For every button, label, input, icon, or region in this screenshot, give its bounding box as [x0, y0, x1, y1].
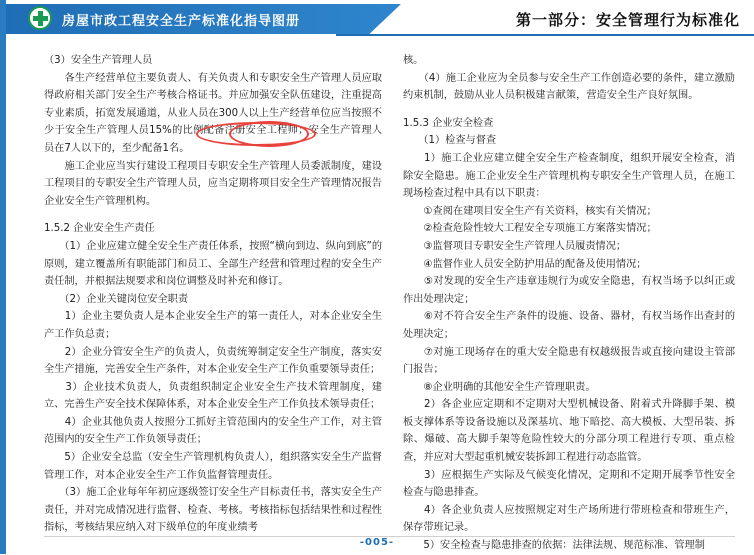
paragraph: 施工企业应当实行建设工程项目专职安全生产管理人员委派制度，建设工程项目的专职安全生产管理人员，应当定期将项目安全生产管理情况报告企业安全生产管理机构。 — [44, 160, 383, 207]
paragraph: （4）施工企业应为全员参与安全生产工作创造必要的条件，建立激励约束机制，鼓励从业人员积极建言献策，营造安全生产良好氛围。 — [403, 72, 735, 102]
paragraph: 各生产经营单位主要负责人、有关负责人和专职安全生产管理人员应取得政府相关部门安全生产考核合格证书。并应加强安全队伍建设，注重提高专业素质，拓宽发展通道，从业人员在300人以上生产经营单位应当按照不少于安全生产管理人员15%的比例配备注 册安全工程师 ；安全生产管理人员在7人以下的，至少配备1名。 — [44, 72, 383, 154]
highlight-register-a: 配备注 — [204, 125, 236, 136]
paragraph: 4）企业其他负责人按照分工抓好主管范围内的安全生产工作，对主管范围内的安全生产工作负领导责任； — [44, 416, 383, 446]
list-item: ②检查危险性较大工程安全专项施工方案落实情况； — [423, 223, 657, 235]
list-item: ⑥对不符合安全生产条件的设施、设备、器材，有权当场作出查封的处理决定； — [403, 311, 736, 340]
paragraph: 1）企业主要负责人是本企业安全生产的第一责任人，对本企业安全生产工作负总责； — [44, 311, 383, 340]
paragraph: 5）安全检查与隐患排查的依据：法律法规、规范标准、管理制 — [423, 540, 705, 552]
page-number: -005- — [359, 537, 395, 548]
list-item: ①查阅在建项目安全生产有关资料，核实有关情况； — [423, 205, 657, 217]
right-column — [403, 52, 735, 555]
page-header — [6, 0, 754, 38]
list-item: ⑦对施工现场存在的重大安全隐患有权越级报告或直接向建设主管部门报告； — [403, 346, 736, 376]
paragraph: 核。 — [403, 55, 424, 66]
left-column — [44, 52, 382, 537]
section-title: 第一部分：安全管理行为标准化 — [515, 11, 740, 29]
paragraph: （1）企业应建立健全安全生产责任体系，按照“横向到边、纵向到底”的原则，建立覆盖所有职能部门和员工、全部生产经营和管理过程的安全生产责任制，并根据法规要求和岗位调整及时补充和修订。 — [44, 240, 383, 288]
list-item: ⑤对发现的安全生产违章违规行为或安全隐患，有权当场予以纠正或作出处理决定； — [403, 276, 736, 305]
safety-cross-icon — [28, 6, 52, 30]
section-heading-1-5-3: 1.5.3 企业安全检查 — [403, 117, 494, 129]
paragraph: 5）企业安全总监（安全生产管理机构负责人），组织落实安全生产监督管理工作，对本企业安全生产工作负监督管理责任。 — [44, 452, 382, 481]
list-item: ③监督项目专职安全生产管理人员履责情况； — [423, 240, 627, 252]
paragraph: 4）各企业负责人应按照规定对生产场所进行带班检查和带班生产，保存带班记录。 — [403, 504, 736, 534]
paragraph: （1）检查与督查 — [423, 135, 497, 147]
paragraph: 2）各企业应定期和不定期对大型机械设备、附着式升降脚手架、模板支撑体系等设备设施以及深基坑、地下暗挖、高大模板、大型吊装、拆除、爆破、高大脚手架等危险性较大的分部分项工程进行专项、重点检查，并应对大型起重机械安装拆卸工程进行动态监管。 — [403, 399, 736, 464]
paragraph: 3）企业技术负责人，负责组织制定企业安全生产技术管理制度，建立、完善生产安全技术保障体系，对本企业安全生产工作负技术领导责任； — [44, 381, 382, 411]
paragraph: （3）施工企业每年年初应逐级签订安全生产目标责任书，落实安全生产责任，并对完成情况进行监督、检查、考核。考核指标包括结果性和过程性指标，考核结果应纳入对下级单位的年度业绩考 — [44, 487, 382, 534]
list-item: ④监督作业人员安全防护用品的配备及使用情况； — [423, 258, 647, 270]
paragraph: 3）应根据生产实际及气候变化情况，定期和不定期开展季节性安全检查与隐患排查。 — [403, 469, 736, 499]
paragraph: 2）企业分管安全生产的负责人，负责统筹制定安全生产制度，落实安全生产措施，完善安全生产条件，对本企业安全生产工作负重要领导责任； — [44, 346, 383, 376]
section-heading-1-5-2: 1.5.2 企业安全生产责任 — [44, 223, 155, 235]
document-title: 房屋市政工程安全生产标准化指导图册 — [62, 14, 301, 29]
left-edge-bar — [0, 0, 6, 554]
paragraph: （2）企业关键岗位安全职责 — [64, 293, 189, 305]
highlight-register-b: 册安全工程师 — [235, 125, 298, 136]
subheading-safety-managers: （3）安全生产管理人员 — [44, 55, 153, 66]
header-divider — [336, 34, 754, 36]
list-item: ⑧企业明确的其他安全生产管理职责。 — [423, 381, 596, 393]
paragraph: 1）施工企业应建立健全安全生产检查制度，组织开展安全检查，消除安全隐患。施工企业安全生产管理机构专职安全生产管理人员，在施工现场检查过程中具有以下职责： — [403, 152, 736, 200]
